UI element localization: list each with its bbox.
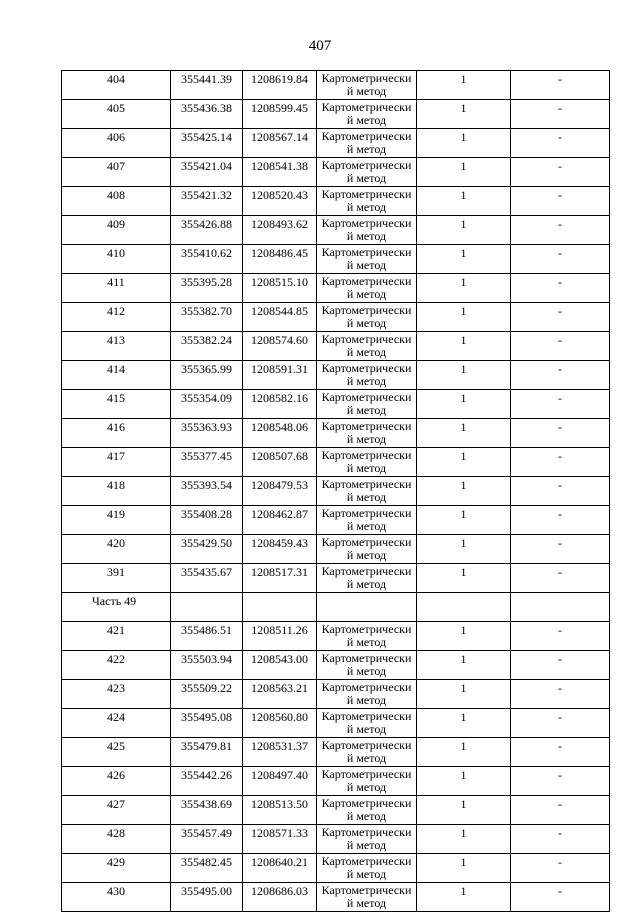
point-number-cell: 391: [62, 564, 171, 593]
method-cell: [317, 390, 417, 419]
note-cell: -: [511, 883, 610, 912]
method-cell: [317, 883, 417, 912]
y-coordinate-cell: 1208479.53: [243, 477, 317, 506]
note-cell: -: [511, 100, 610, 129]
page-number: 407: [308, 38, 332, 54]
note-cell: -: [511, 709, 610, 738]
method-cell: [317, 100, 417, 129]
accuracy-cell: 1: [417, 564, 511, 593]
table-row: [62, 274, 610, 303]
table-row: [62, 419, 610, 448]
x-coordinate-cell: 355457.49: [171, 825, 243, 854]
x-coordinate-cell: 355435.67: [171, 564, 243, 593]
method-text: Картометрически й метод: [321, 303, 412, 330]
note-cell: -: [511, 332, 610, 361]
accuracy-cell: 1: [417, 651, 511, 680]
method-cell: [317, 651, 417, 680]
note-cell: -: [511, 361, 610, 390]
y-coordinate-cell: 1208686.03: [243, 883, 317, 912]
y-coordinate-cell: 1208497.40: [243, 767, 317, 796]
method-cell: [317, 622, 417, 651]
method-text: Картометрически й метод: [321, 825, 412, 852]
accuracy-cell: 1: [417, 390, 511, 419]
accuracy-cell: 1: [417, 71, 511, 100]
method-cell: [317, 738, 417, 767]
note-cell: -: [511, 738, 610, 767]
note-cell: -: [511, 245, 610, 274]
table-row: [62, 767, 610, 796]
table-row: [62, 680, 610, 709]
point-number-cell: 429: [62, 854, 171, 883]
method-cell: [317, 187, 417, 216]
x-coordinate-cell: 355503.94: [171, 651, 243, 680]
point-number-cell: 428: [62, 825, 171, 854]
x-coordinate-cell: 355426.88: [171, 216, 243, 245]
point-number-cell: 422: [62, 651, 171, 680]
y-coordinate-cell: 1208548.06: [243, 419, 317, 448]
method-cell: [317, 332, 417, 361]
table-row: [62, 564, 610, 593]
table-row: [62, 854, 610, 883]
point-number-cell: 419: [62, 506, 171, 535]
table-row: [62, 332, 610, 361]
note-cell: -: [511, 71, 610, 100]
y-coordinate-cell: 1208511.26: [243, 622, 317, 651]
note-cell: -: [511, 477, 610, 506]
accuracy-cell: 1: [417, 883, 511, 912]
table-row: [62, 303, 610, 332]
y-coordinate-cell: 1208459.43: [243, 535, 317, 564]
accuracy-cell: 1: [417, 709, 511, 738]
accuracy-cell: 1: [417, 767, 511, 796]
note-cell: -: [511, 680, 610, 709]
method-text: Картометрически й метод: [321, 390, 412, 417]
method-text: Картометрически й метод: [321, 709, 412, 736]
table-row: [62, 651, 610, 680]
point-number-cell: 408: [62, 187, 171, 216]
x-coordinate-cell: 355377.45: [171, 448, 243, 477]
point-number-cell: 424: [62, 709, 171, 738]
method-text: Картометрически й метод: [321, 883, 412, 910]
method-text: Картометрически й метод: [321, 419, 412, 446]
method-cell: [317, 709, 417, 738]
method-cell: [317, 854, 417, 883]
x-coordinate-cell: 355479.81: [171, 738, 243, 767]
point-number-cell: 414: [62, 361, 171, 390]
table-row: [62, 129, 610, 158]
method-cell: [317, 506, 417, 535]
y-coordinate-cell: 1208462.87: [243, 506, 317, 535]
method-cell: [317, 71, 417, 100]
method-text: Картометрически й метод: [321, 71, 412, 98]
method-text: Картометрически й метод: [321, 245, 412, 272]
method-cell: [317, 796, 417, 825]
note-cell: -: [511, 564, 610, 593]
table-row: [62, 187, 610, 216]
method-text: Картометрически й метод: [321, 854, 412, 881]
note-cell: -: [511, 158, 610, 187]
empty-cell: [171, 593, 243, 622]
y-coordinate-cell: 1208582.16: [243, 390, 317, 419]
method-cell: [317, 564, 417, 593]
note-cell: -: [511, 448, 610, 477]
note-cell: -: [511, 506, 610, 535]
accuracy-cell: 1: [417, 216, 511, 245]
point-number-cell: 418: [62, 477, 171, 506]
y-coordinate-cell: 1208531.37: [243, 738, 317, 767]
note-cell: -: [511, 216, 610, 245]
note-cell: -: [511, 622, 610, 651]
point-number-cell: 412: [62, 303, 171, 332]
table-row: [62, 535, 610, 564]
x-coordinate-cell: 355482.45: [171, 854, 243, 883]
x-coordinate-cell: 355365.99: [171, 361, 243, 390]
accuracy-cell: 1: [417, 274, 511, 303]
y-coordinate-cell: 1208486.45: [243, 245, 317, 274]
x-coordinate-cell: 355495.08: [171, 709, 243, 738]
point-number-cell: 423: [62, 680, 171, 709]
y-coordinate-cell: 1208544.85: [243, 303, 317, 332]
x-coordinate-cell: 355382.70: [171, 303, 243, 332]
accuracy-cell: 1: [417, 303, 511, 332]
point-number-cell: 410: [62, 245, 171, 274]
method-text: Картометрически й метод: [321, 564, 412, 591]
accuracy-cell: 1: [417, 158, 511, 187]
point-number-cell: 405: [62, 100, 171, 129]
x-coordinate-cell: 355421.04: [171, 158, 243, 187]
method-cell: [317, 361, 417, 390]
accuracy-cell: 1: [417, 738, 511, 767]
empty-cell: [417, 593, 511, 622]
y-coordinate-cell: 1208513.50: [243, 796, 317, 825]
y-coordinate-cell: 1208543.00: [243, 651, 317, 680]
table-row: [62, 100, 610, 129]
method-cell: [317, 216, 417, 245]
coordinates-table-body: [62, 71, 610, 912]
point-number-cell: 409: [62, 216, 171, 245]
note-cell: -: [511, 796, 610, 825]
table-row: [62, 71, 610, 100]
point-number-cell: 416: [62, 419, 171, 448]
note-cell: -: [511, 419, 610, 448]
point-number-cell: 404: [62, 71, 171, 100]
x-coordinate-cell: 355363.93: [171, 419, 243, 448]
point-number-cell: 415: [62, 390, 171, 419]
point-number-cell: 421: [62, 622, 171, 651]
accuracy-cell: 1: [417, 535, 511, 564]
accuracy-cell: 1: [417, 825, 511, 854]
method-text: Картометрически й метод: [321, 100, 412, 127]
y-coordinate-cell: 1208541.38: [243, 158, 317, 187]
method-text: Картометрически й метод: [321, 622, 412, 649]
accuracy-cell: 1: [417, 332, 511, 361]
y-coordinate-cell: 1208493.62: [243, 216, 317, 245]
note-cell: -: [511, 390, 610, 419]
y-coordinate-cell: 1208560.80: [243, 709, 317, 738]
x-coordinate-cell: 355410.62: [171, 245, 243, 274]
table-row: [62, 245, 610, 274]
method-text: Картометрически й метод: [321, 796, 412, 823]
table-row: [62, 883, 610, 912]
method-text: Картометрически й метод: [321, 274, 412, 301]
method-text: Картометрически й метод: [321, 332, 412, 359]
method-cell: [317, 448, 417, 477]
note-cell: -: [511, 274, 610, 303]
method-text: Картометрически й метод: [321, 767, 412, 794]
table-row: [62, 216, 610, 245]
point-number-cell: 425: [62, 738, 171, 767]
y-coordinate-cell: 1208507.68: [243, 448, 317, 477]
accuracy-cell: 1: [417, 361, 511, 390]
method-text: Картометрически й метод: [321, 680, 412, 707]
y-coordinate-cell: 1208515.10: [243, 274, 317, 303]
y-coordinate-cell: 1208591.31: [243, 361, 317, 390]
table-row: [62, 622, 610, 651]
y-coordinate-cell: 1208599.45: [243, 100, 317, 129]
note-cell: -: [511, 187, 610, 216]
empty-cell: [317, 593, 417, 622]
method-text: Картометрически й метод: [321, 535, 412, 562]
table-row: [62, 477, 610, 506]
empty-cell: [243, 593, 317, 622]
method-cell: [317, 129, 417, 158]
note-cell: -: [511, 825, 610, 854]
point-number-cell: 426: [62, 767, 171, 796]
x-coordinate-cell: 355486.51: [171, 622, 243, 651]
table-row: [62, 796, 610, 825]
accuracy-cell: 1: [417, 448, 511, 477]
method-text: Картометрически й метод: [321, 506, 412, 533]
method-cell: [317, 825, 417, 854]
method-cell: [317, 245, 417, 274]
note-cell: -: [511, 303, 610, 332]
method-cell: [317, 767, 417, 796]
accuracy-cell: 1: [417, 680, 511, 709]
y-coordinate-cell: 1208571.33: [243, 825, 317, 854]
y-coordinate-cell: 1208619.84: [243, 71, 317, 100]
table-row: [62, 448, 610, 477]
point-number-cell: 407: [62, 158, 171, 187]
y-coordinate-cell: 1208567.14: [243, 129, 317, 158]
y-coordinate-cell: 1208563.21: [243, 680, 317, 709]
note-cell: -: [511, 129, 610, 158]
x-coordinate-cell: 355438.69: [171, 796, 243, 825]
x-coordinate-cell: 355495.00: [171, 883, 243, 912]
x-coordinate-cell: 355442.26: [171, 767, 243, 796]
x-coordinate-cell: 355429.50: [171, 535, 243, 564]
method-cell: [317, 158, 417, 187]
section-row: [62, 593, 610, 622]
method-text: Картометрически й метод: [321, 361, 412, 388]
method-cell: [317, 303, 417, 332]
accuracy-cell: 1: [417, 854, 511, 883]
y-coordinate-cell: 1208574.60: [243, 332, 317, 361]
table-row: [62, 506, 610, 535]
accuracy-cell: 1: [417, 622, 511, 651]
accuracy-cell: 1: [417, 477, 511, 506]
method-text: Картометрически й метод: [321, 216, 412, 243]
method-text: Картометрически й метод: [321, 448, 412, 475]
x-coordinate-cell: 355436.38: [171, 100, 243, 129]
point-number-cell: 420: [62, 535, 171, 564]
coordinates-table: [61, 70, 610, 912]
x-coordinate-cell: 355393.54: [171, 477, 243, 506]
point-number-cell: 430: [62, 883, 171, 912]
x-coordinate-cell: 355395.28: [171, 274, 243, 303]
x-coordinate-cell: 355441.39: [171, 71, 243, 100]
note-cell: -: [511, 651, 610, 680]
table-row: [62, 825, 610, 854]
accuracy-cell: 1: [417, 100, 511, 129]
method-text: Картометрически й метод: [321, 158, 412, 185]
empty-cell: [511, 593, 610, 622]
method-cell: [317, 419, 417, 448]
accuracy-cell: 1: [417, 129, 511, 158]
method-text: Картометрически й метод: [321, 738, 412, 765]
table-row: [62, 709, 610, 738]
x-coordinate-cell: 355382.24: [171, 332, 243, 361]
x-coordinate-cell: 355421.32: [171, 187, 243, 216]
x-coordinate-cell: 355425.14: [171, 129, 243, 158]
note-cell: -: [511, 767, 610, 796]
table-row: [62, 361, 610, 390]
accuracy-cell: 1: [417, 187, 511, 216]
point-number-cell: 406: [62, 129, 171, 158]
y-coordinate-cell: 1208640.21: [243, 854, 317, 883]
note-cell: -: [511, 854, 610, 883]
point-number-cell: 411: [62, 274, 171, 303]
y-coordinate-cell: 1208520.43: [243, 187, 317, 216]
accuracy-cell: 1: [417, 796, 511, 825]
method-cell: [317, 477, 417, 506]
x-coordinate-cell: 355354.09: [171, 390, 243, 419]
method-cell: [317, 274, 417, 303]
table-row: [62, 390, 610, 419]
note-cell: -: [511, 535, 610, 564]
method-text: Картометрически й метод: [321, 651, 412, 678]
point-number-cell: 413: [62, 332, 171, 361]
accuracy-cell: 1: [417, 419, 511, 448]
method-text: Картометрически й метод: [321, 187, 412, 214]
accuracy-cell: 1: [417, 245, 511, 274]
method-text: Картометрически й метод: [321, 129, 412, 156]
method-cell: [317, 535, 417, 564]
point-number-cell: 427: [62, 796, 171, 825]
accuracy-cell: 1: [417, 506, 511, 535]
table-row: [62, 738, 610, 767]
x-coordinate-cell: 355408.28: [171, 506, 243, 535]
table-row: [62, 158, 610, 187]
point-number-cell: 417: [62, 448, 171, 477]
method-cell: [317, 680, 417, 709]
x-coordinate-cell: 355509.22: [171, 680, 243, 709]
section-title: Часть 49: [62, 593, 171, 622]
method-text: Картометрически й метод: [321, 477, 412, 504]
y-coordinate-cell: 1208517.31: [243, 564, 317, 593]
